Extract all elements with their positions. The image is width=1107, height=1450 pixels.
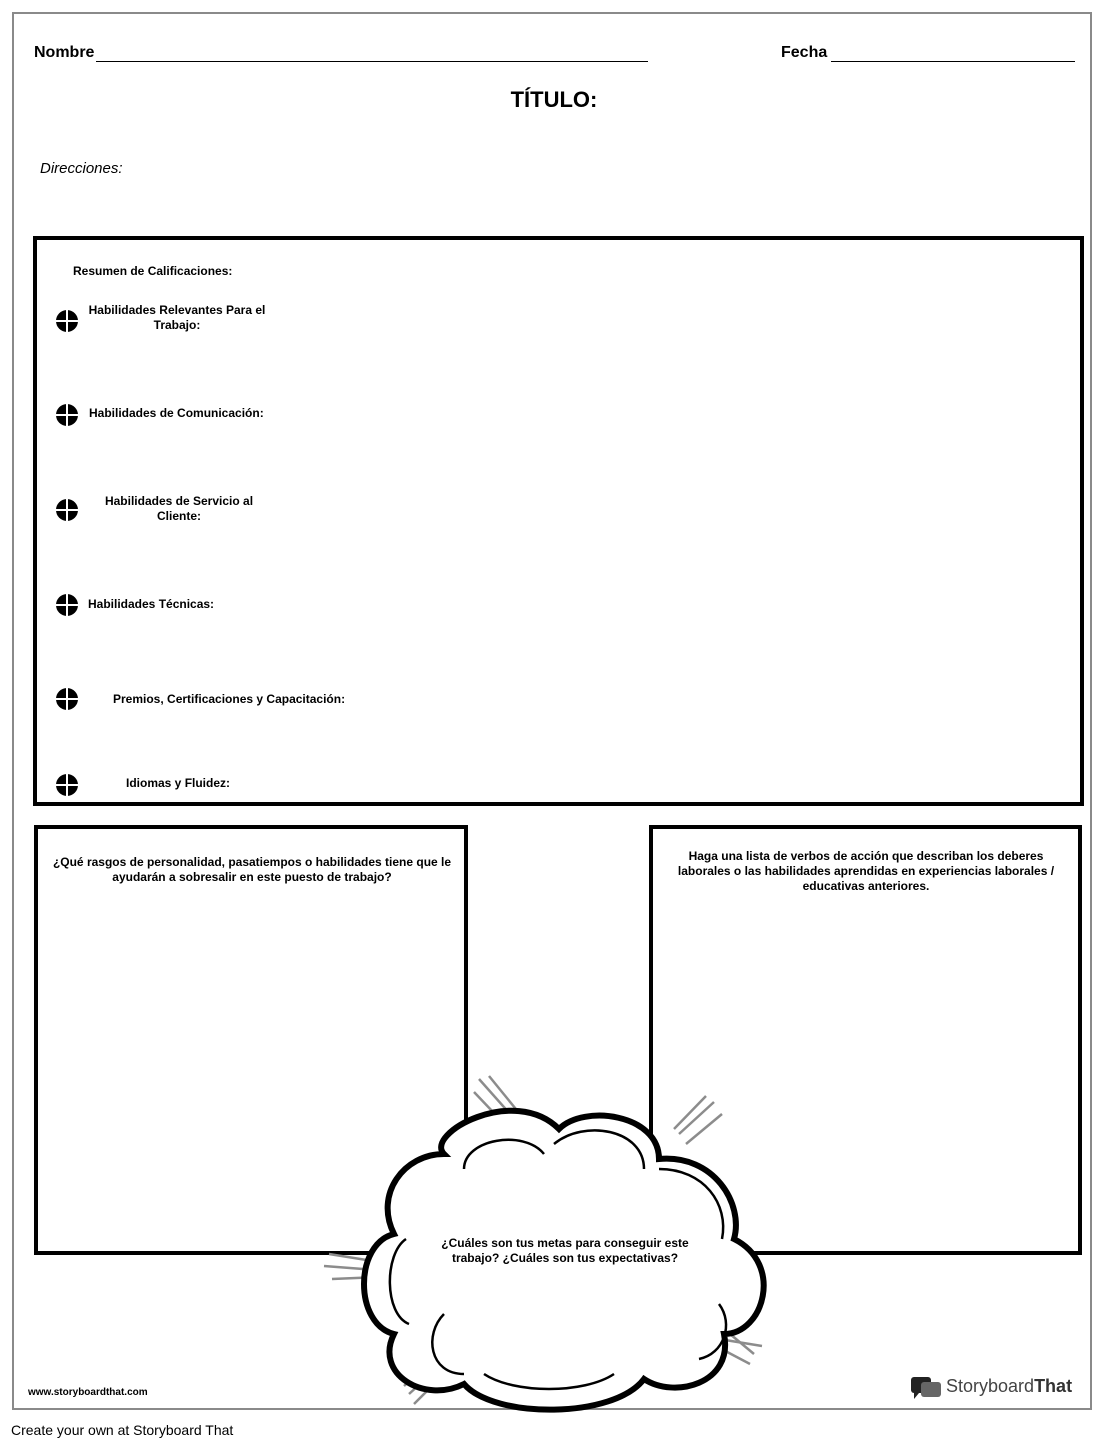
name-label: Nombre bbox=[34, 44, 95, 61]
summary-item-label: Premios, Certificaciones y Capacitación: bbox=[113, 692, 346, 706]
create-your-own-credit[interactable]: Create your own at Storyboard That bbox=[11, 1422, 234, 1438]
bullet-icon bbox=[56, 774, 78, 796]
bullet-icon bbox=[56, 688, 78, 710]
summary-item-label: Idiomas y Fluidez: bbox=[126, 776, 231, 790]
summary-item-label: Habilidades Relevantes Para el Trabajo: bbox=[88, 303, 266, 332]
bullet-icon bbox=[56, 499, 78, 521]
summary-box bbox=[33, 236, 1084, 806]
bullet-icon bbox=[56, 594, 78, 616]
storyboard-brand: StoryboardThat bbox=[946, 1376, 1073, 1396]
date-line[interactable] bbox=[831, 61, 1075, 62]
bullet-icon bbox=[56, 310, 78, 332]
storyboard-logo-icon bbox=[910, 1375, 944, 1401]
bullet-icon bbox=[56, 404, 78, 426]
footer-url[interactable]: www.storyboardthat.com bbox=[28, 1387, 148, 1398]
cloud-prompt: ¿Cuáles son tus metas para conseguir este trabajo? ¿Cuáles son tus expectativas? bbox=[441, 1236, 689, 1265]
summary-item-label: Habilidades Técnicas: bbox=[88, 597, 215, 611]
summary-heading: Resumen de Calificaciones: bbox=[73, 264, 233, 278]
summary-item-label: Habilidades de Comunicación: bbox=[89, 406, 264, 420]
personality-prompt: ¿Qué rasgos de personalidad, pasatiempos o habilidades tiene que le ayudarán a sobresalir en este puesto de trabajo? bbox=[52, 855, 452, 884]
page-title: TÍTULO: bbox=[510, 87, 598, 112]
summary-item-label: Habilidades de Servicio al Cliente: bbox=[104, 494, 254, 523]
directions-label: Direcciones: bbox=[40, 160, 123, 177]
action-verbs-prompt: Haga una lista de verbos de acción que describan los deberes laborales o las habilidades aprendidas en experiencias laborales / educativas anteriores. bbox=[677, 849, 1055, 893]
name-line[interactable] bbox=[96, 61, 648, 62]
worksheet-page bbox=[12, 12, 1092, 1410]
date-label: Fecha bbox=[781, 44, 828, 61]
